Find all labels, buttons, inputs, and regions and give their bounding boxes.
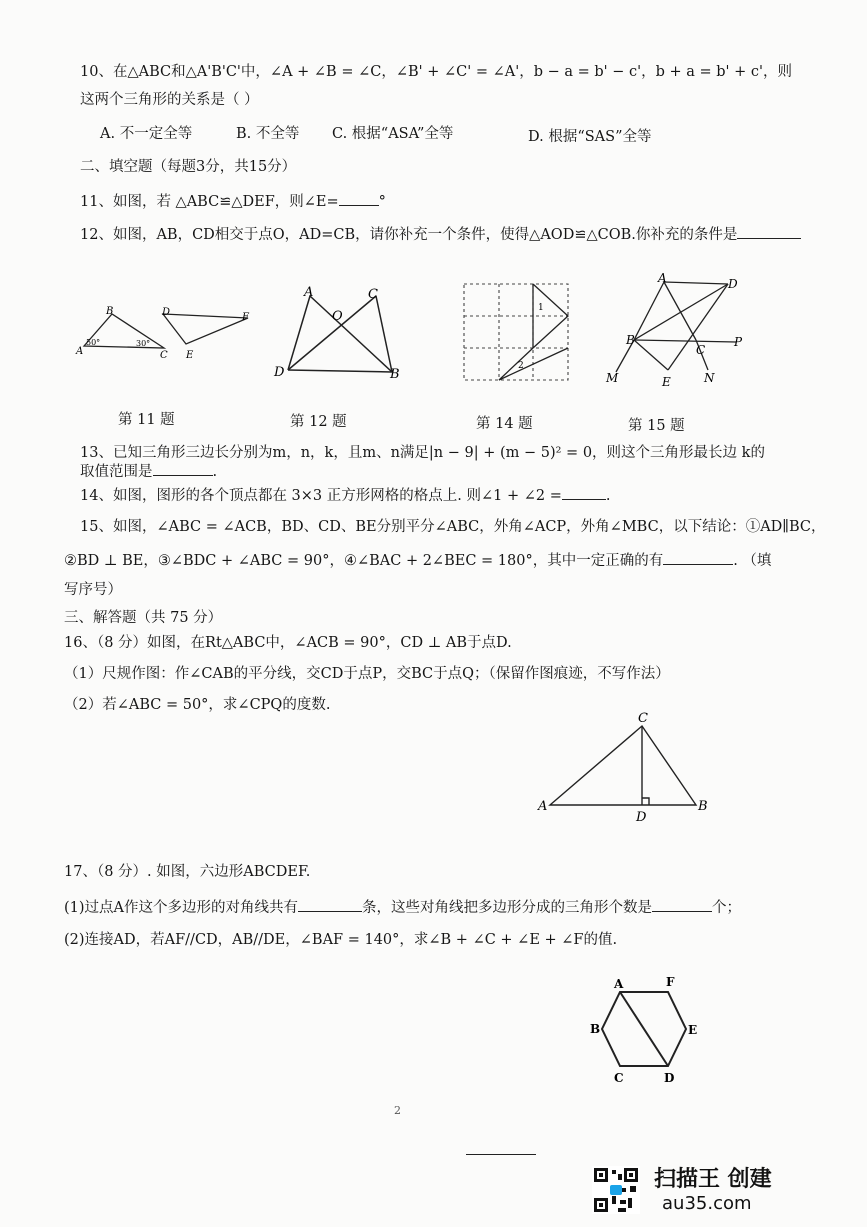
fig11-label-b: B	[106, 306, 114, 317]
q15-line1: 15、如图，∠ABC = ∠ACB，BD、CD、BE分别平分∠ABC，外角∠ACP，外角∠MBC，以下结论：①AD∥BC，	[80, 519, 826, 535]
q11-after: °	[378, 194, 386, 210]
q16-line2: （1）尺规作图：作∠CAB的平分线，交CD于点P，交BC于点Q；（保留作图痕迹，不写作法）	[64, 666, 670, 682]
footer-rule	[466, 1154, 536, 1155]
fig11-label-d: D	[162, 307, 171, 318]
fig15-label-c: C	[696, 343, 706, 357]
figure-17	[584, 974, 706, 1090]
fig16-label-d: D	[636, 810, 647, 824]
fig16-label-a: A	[538, 799, 548, 814]
fig14-caption: 第 14 题	[476, 416, 533, 432]
page-number: 2	[394, 1104, 401, 1117]
fig12-label-o: O	[332, 309, 343, 324]
q10-option-c: C. 根据“ASA”全等	[332, 126, 454, 142]
figure-16	[534, 706, 720, 824]
fig14-angle-2: 2	[518, 361, 524, 371]
fig16-label-b: B	[698, 799, 708, 814]
q11-before: 11、如图，若 △ABC≌△DEF，则∠E=	[80, 194, 339, 210]
q12-blank	[737, 224, 801, 239]
watermark-url: au35.com	[662, 1193, 752, 1214]
figure-14	[458, 280, 574, 384]
fig11-angle-a: 50°	[86, 338, 101, 347]
q15-after: . （填	[733, 553, 772, 569]
q15-line3: 写序号）	[64, 582, 122, 598]
q16-line1: 16、（8 分）如图，在Rt△ABC中，∠ACB = 90°，CD ⊥ AB于点D.	[64, 635, 512, 651]
watermark-title: 扫描王 创建	[654, 1167, 772, 1192]
fig15-label-a: A	[658, 271, 667, 285]
q15-before: ②BD ⊥ BE，③∠BDC + ∠ABC = 90°，④∠BAC + 2∠BEC = 180°，其中一定正确的有	[64, 553, 664, 569]
fig11-label-c: C	[160, 350, 168, 361]
q14-text	[80, 485, 610, 506]
q12-text	[80, 224, 801, 245]
fig12-label-a: A	[304, 285, 314, 300]
fig16-label-c: C	[638, 711, 648, 726]
q10-option-a: A. 不一定全等	[100, 126, 193, 142]
q14-after: .	[605, 488, 611, 504]
figure-11	[70, 296, 270, 376]
fig17-label-a: A	[614, 977, 624, 991]
fig12-label-c: C	[368, 287, 378, 302]
fig11-caption: 第 11 题	[118, 412, 175, 428]
q10-line1: 10、在△ABC和△A'B'C'中，∠A + ∠B = ∠C，∠B' + ∠C' = ∠A'，b − a = b' − c'，b + a = b' + c'，则	[80, 64, 792, 80]
fig17-label-f: F	[666, 975, 675, 989]
q17-line2	[64, 897, 741, 918]
q17-mid: 条，这些对角线把多边形分成的三角形个数是	[362, 900, 653, 916]
fig17-label-b: B	[590, 1022, 601, 1036]
fig12-label-b: B	[390, 367, 400, 382]
q13-blank	[153, 461, 213, 476]
fig17-label-e: E	[688, 1023, 698, 1037]
fig11-angle-c: 30°	[136, 339, 151, 348]
section3-heading: 三、解答题（共 75 分）	[64, 610, 223, 626]
figure-15	[600, 268, 750, 390]
fig15-label-n: N	[704, 371, 715, 385]
fig14-angle-1: 1	[538, 303, 544, 313]
fig12-label-d: D	[274, 365, 285, 380]
figure-12	[268, 282, 408, 384]
fig12-caption: 第 12 题	[290, 414, 347, 430]
q17-line3: (2)连接AD，若AF//CD，AB//DE，∠BAF = 140°，求∠B + ∠C + ∠E + ∠F的值.	[64, 932, 618, 948]
q17-blank-2	[652, 897, 712, 912]
q13-before: 取值范围是	[80, 464, 153, 480]
q10-option-b: B. 不全等	[236, 126, 300, 142]
fig11-label-e: E	[186, 350, 194, 361]
qr-code-icon	[592, 1166, 640, 1214]
fig15-label-e: E	[662, 375, 671, 389]
scanner-watermark	[592, 1160, 842, 1220]
q10-line2: 这两个三角形的关系是（ ）	[80, 92, 259, 108]
q13-line2	[80, 461, 217, 482]
q12-body: 12、如图，AB，CD相交于点O，AD=CB，请你补充一个条件，使得△AOD≌△COB.你补充的条件是	[80, 227, 738, 243]
q15-line2	[64, 550, 771, 571]
fig17-label-c: C	[614, 1071, 624, 1085]
fig15-caption: 第 15 题	[628, 418, 685, 434]
q14-blank	[562, 485, 606, 500]
q17-after: 个；	[712, 900, 742, 916]
fig15-label-p: P	[734, 335, 743, 349]
fig11-label-a: A	[76, 346, 84, 357]
q17-line1: 17、（8 分）. 如图，六边形ABCDEF.	[64, 864, 311, 880]
q14-before: 14、如图，图形的各个顶点都在 3×3 正方形网格的格点上. 则∠1 + ∠2 =	[80, 488, 562, 504]
fig15-label-d: D	[728, 277, 738, 291]
section2-heading: 二、填空题（每题3分，共15分）	[80, 159, 297, 175]
q17-before: (1)过点A作这个多边形的对角线共有	[64, 900, 299, 916]
q11-blank	[339, 191, 379, 206]
fig15-label-m: M	[606, 371, 619, 385]
fig15-label-b: B	[626, 333, 635, 347]
q10-option-d: D. 根据“SAS”全等	[528, 129, 652, 145]
q13-after: .	[212, 464, 218, 480]
fig11-label-f: F	[242, 312, 249, 323]
q16-line3: （2）若∠ABC = 50°，求∠CPQ的度数.	[64, 697, 331, 713]
q15-blank	[663, 550, 733, 565]
fig17-label-d: D	[664, 1071, 675, 1085]
q11-text	[80, 191, 386, 212]
q13-line1: 13、已知三角形三边长分别为m，n，k，且m、n满足|n − 9| + (m − 5)² = 0，则这个三角形最长边 k的	[80, 445, 765, 461]
q17-blank-1	[298, 897, 362, 912]
